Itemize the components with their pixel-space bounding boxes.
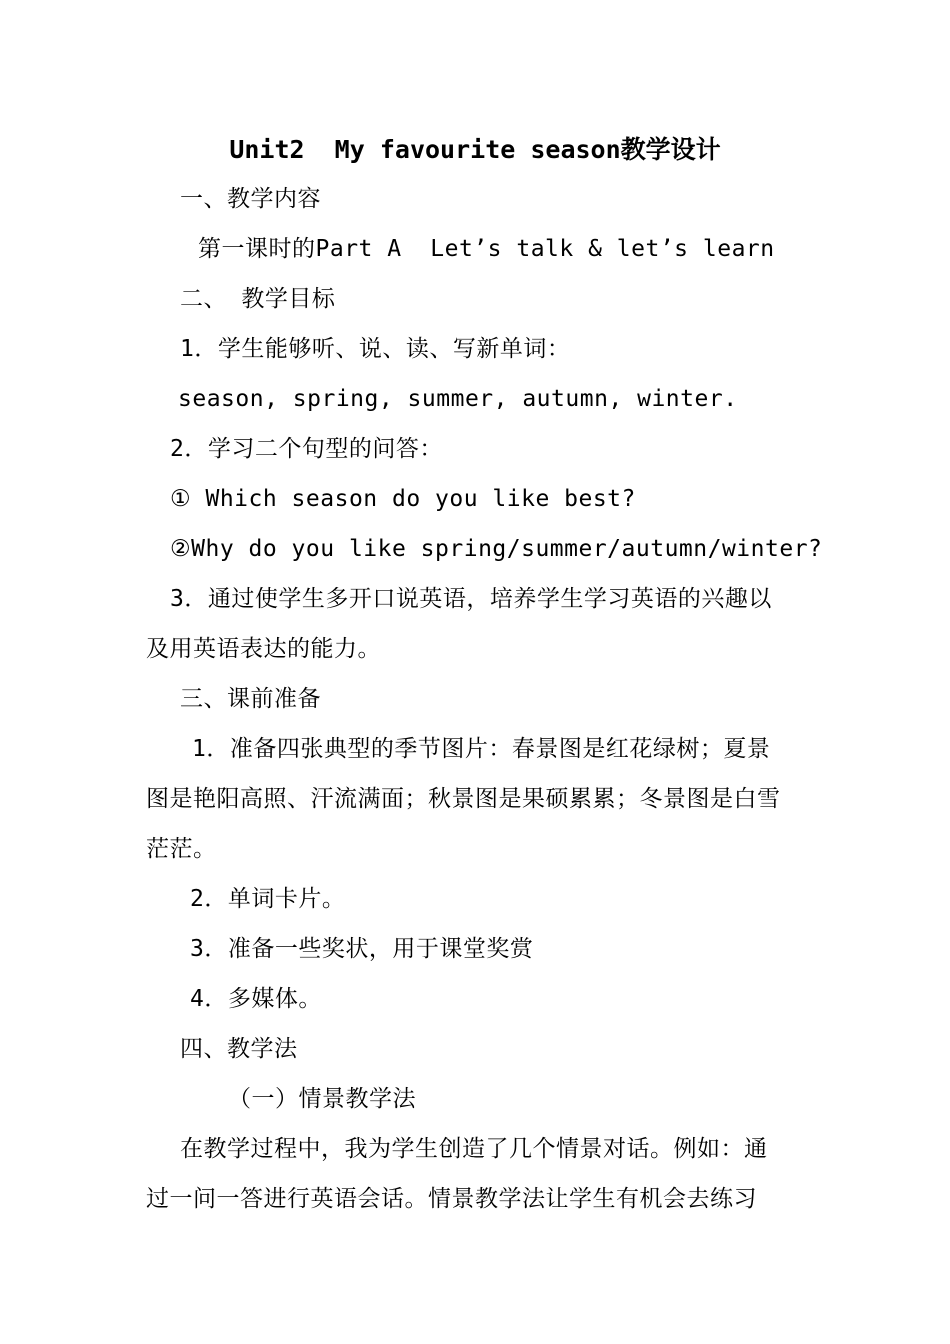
goal-item-2: 2．学习二个句型的问答： [170,436,443,462]
goal-item-1: 1．学生能够听、说、读、写新单词： [180,336,571,362]
section-heading-teaching-goals: 二、 教学目标 [180,286,336,312]
method-1-line-1: 在教学过程中，我为学生创造了几个情景对话。例如：通 [180,1136,768,1162]
prep-item-1-line-2: 图是艳阳高照、汗流满面；秋景图是果硕累累；冬景图是白雪 [146,786,781,812]
teaching-content-text: 第一课时的Part A Let’s talk & let’s learn [198,236,775,262]
method-1-line-2: 过一问一答进行英语会话。情景教学法让学生有机会去练习 [146,1186,757,1212]
prep-item-1-line-1: 1．准备四张典型的季节图片：春景图是红花绿树；夏景 [192,736,771,762]
prep-item-4: 4．多媒体。 [190,986,322,1012]
prep-item-1-line-3: 茫茫。 [146,836,217,862]
section-heading-teaching-content: 一、教学内容 [180,186,321,212]
goal-item-3-line-1: 3．通过使学生多开口说英语，培养学生学习英语的兴趣以 [170,586,772,612]
method-1-heading: （一）情景教学法 [228,1086,416,1112]
prep-item-2: 2．单词卡片。 [190,886,346,912]
section-heading-teaching-methods: 四、教学法 [180,1036,298,1062]
prep-item-3: 3．准备一些奖状，用于课堂奖赏 [190,936,534,962]
section-heading-preparation: 三、课前准备 [180,686,321,712]
goal-item-3-line-2: 及用英语表达的能力。 [146,636,381,662]
goal-item-2-question-1: ① Which season do you like best? [170,486,636,512]
goal-item-2-question-2: ②Why do you like spring/summer/autumn/winter? [170,536,823,562]
goal-item-1-words: season, spring, summer, autumn, winter. [178,386,738,412]
document-title: Unit2 My favourite season教学设计 [229,135,721,164]
